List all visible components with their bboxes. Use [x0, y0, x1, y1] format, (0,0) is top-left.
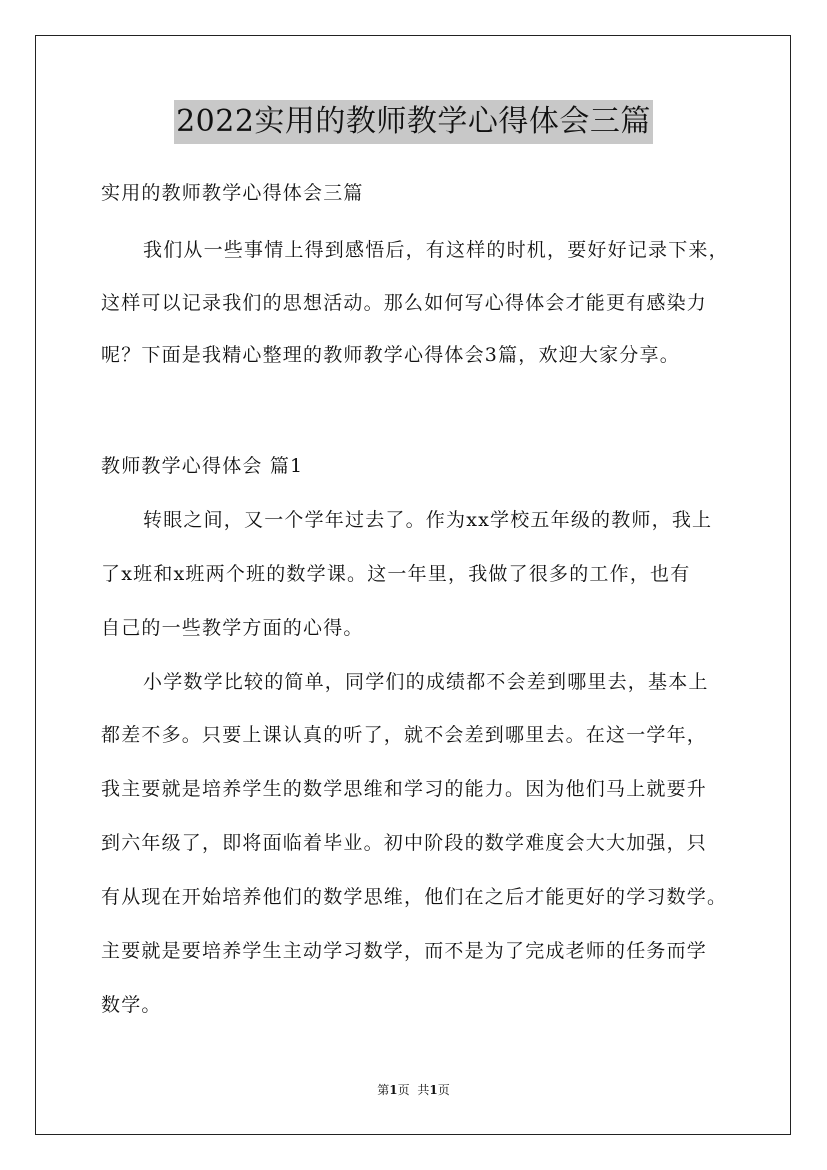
intro-line-3: 呢？下面是我精心整理的教师教学心得体会3篇，欢迎大家分享。	[101, 344, 680, 366]
para1-line-3: 自己的一些教学方面的心得。	[101, 617, 364, 639]
intro-line-1: 我们从一些事情上得到感悟后，有这样的时机，要好好记录下来，	[143, 239, 729, 261]
para2-line-6: 主要就是要培养学生主动学习数学，而不是为了完成老师的任务而学	[101, 940, 708, 962]
para2-line-3: 我主要就是培养学生的数学思维和学习的能力。因为他们马上就要升	[101, 778, 708, 800]
para2-line-7: 数学。	[101, 994, 162, 1016]
section-heading: 教师教学心得体会 篇1	[101, 455, 304, 477]
footer-total-number: 1	[429, 1083, 438, 1097]
footer-total-prefix: 共	[417, 1083, 430, 1097]
para2-line-2: 都差不多。只要上课认真的听了，就不会差到哪里去。在这一学年，	[101, 724, 708, 746]
para1-line-1: 转眼之间，又一个学年过去了。作为xx学校五年级的教师，我上	[143, 509, 713, 531]
para1-line-2: 了x班和x班两个班的数学课。这一年里，我做了很多的工作，也有	[101, 563, 691, 585]
document-title: 2022实用的教师教学心得体会三篇	[174, 100, 653, 144]
intro-line-2: 这样可以记录我们的思想活动。那么如何写心得体会才能更有感染力	[101, 292, 708, 314]
title-wrap	[0, 100, 827, 144]
para2-line-5: 有从现在开始培养他们的数学思维，他们在之后才能更好的学习数学。	[101, 886, 728, 908]
page-footer	[0, 1082, 827, 1098]
footer-total-suffix: 页	[437, 1083, 450, 1097]
para2-line-1: 小学数学比较的简单，同学们的成绩都不会差到哪里去，基本上	[143, 671, 709, 693]
document-subtitle: 实用的教师教学心得体会三篇	[101, 182, 364, 204]
footer-page-suffix: 页	[397, 1083, 410, 1097]
para2-line-4: 到六年级了，即将面临着毕业。初中阶段的数学难度会大大加强，只	[101, 832, 708, 854]
footer-page-prefix: 第	[377, 1083, 390, 1097]
footer-page-number: 1	[389, 1083, 398, 1097]
